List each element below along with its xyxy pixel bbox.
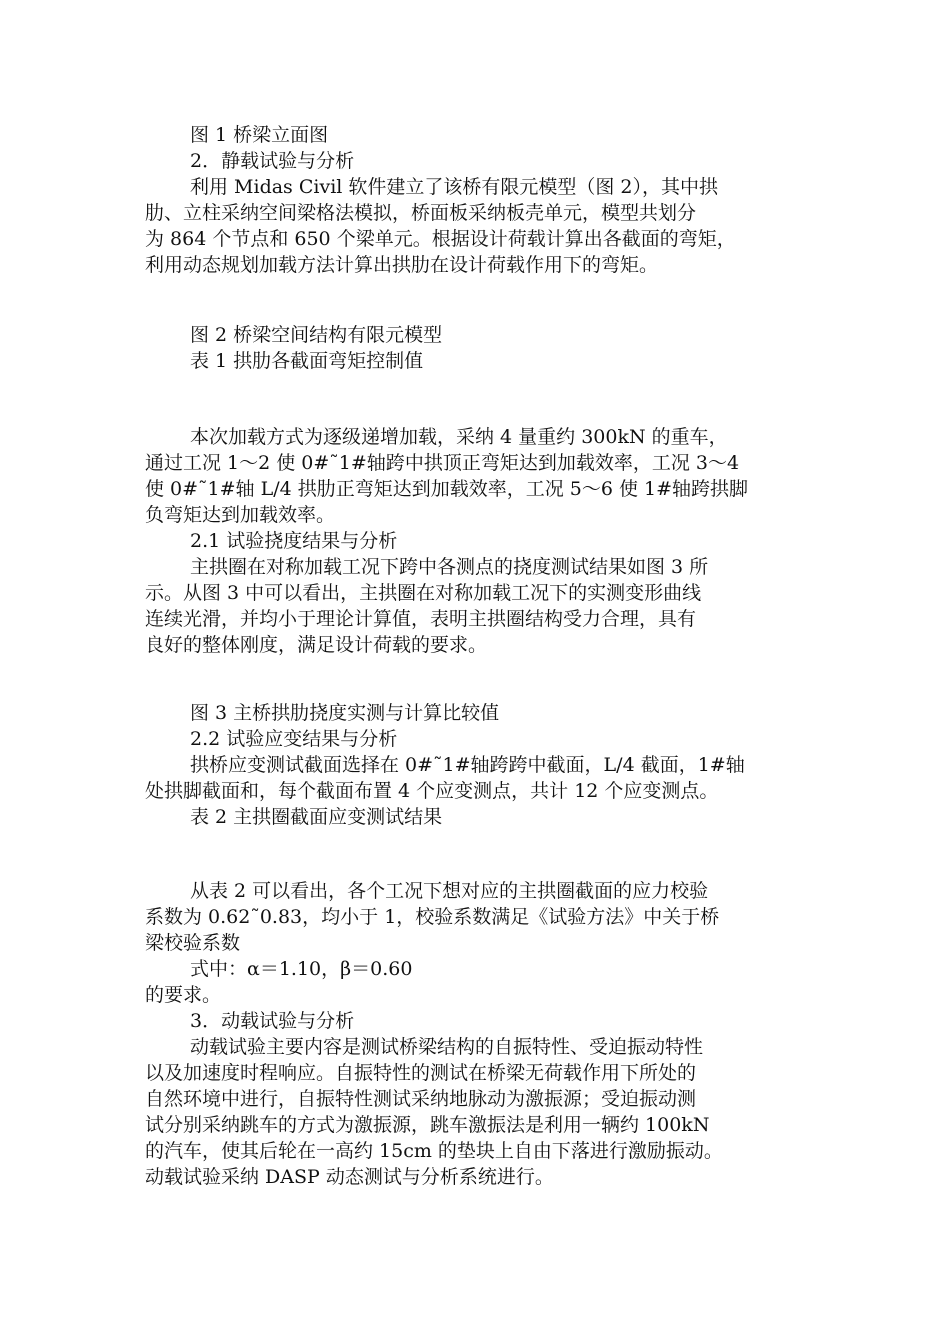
section-2-heading: 2．静载试验与分析 [190,150,355,172]
paragraph-line: 为 864 个节点和 650 个梁单元。根据设计荷载计算出各截面的弯矩， [145,228,736,250]
paragraph-line: 系数为 0.62˜0.83，均小于 1，校验系数满足《试验方法》中关于桥 [145,906,720,928]
table-2-caption: 表 2 主拱圈截面应变测试结果 [190,806,443,828]
paragraph-line: 的要求。 [145,984,222,1006]
paragraph-line: 连续光滑，并均小于理论计算值，表明主拱圈结构受力合理，具有 [145,608,697,630]
paragraph-line: 的汽车，使其后轮在一高约 15cm 的垫块上自由下落进行激励振动。 [145,1140,723,1162]
paragraph-line: 负弯矩达到加载效率。 [145,504,336,526]
paragraph-line: 利用 Midas Civil 软件建立了该桥有限元模型（图 2），其中拱 [190,176,719,198]
figure-3-caption: 图 3 主桥拱肋挠度实测与计算比较值 [190,702,500,724]
paragraph-line: 利用动态规划加载方法计算出拱肋在设计荷载作用下的弯矩。 [145,254,659,276]
formula-line: 式中：α＝1.10，β＝0.60 [190,958,413,980]
table-1-caption: 表 1 拱肋各截面弯矩控制值 [190,350,424,372]
paragraph-line: 动载试验采纳 DASP 动态测试与分析系统进行。 [145,1166,554,1188]
paragraph-line: 肋、立柱采纳空间梁格法模拟，桥面板采纳板壳单元，模型共划分 [145,202,697,224]
section-2-2-heading: 2.2 试验应变结果与分析 [190,728,398,750]
paragraph-line: 良好的整体刚度，满足设计荷载的要求。 [145,634,488,656]
paragraph-line: 使 0#˜1#轴 L/4 拱肋正弯矩达到加载效率，工况 5～6 使 1#轴跨拱脚 [145,478,749,500]
section-3-heading: 3．动载试验与分析 [190,1010,355,1032]
paragraph-line: 本次加载方式为逐级递增加载，采纳 4 量重约 300kN 的重车， [190,426,728,448]
paragraph-line: 主拱圈在对称加载工况下跨中各测点的挠度测试结果如图 3 所 [190,556,709,578]
paragraph-line: 拱桥应变测试截面选择在 0#˜1#轴跨跨中截面，L/4 截面，1#轴 [190,754,745,776]
section-2-1-heading: 2.1 试验挠度结果与分析 [190,530,398,552]
paragraph-line: 以及加速度时程响应。自振特性的测试在桥梁无荷载作用下所处的 [145,1062,697,1084]
paragraph-line: 处拱脚截面和，每个截面布置 4 个应变测点，共计 12 个应变测点。 [145,780,719,802]
paragraph-line: 通过工况 1～2 使 0#˜1#轴跨中拱顶正弯矩达到加载效率，工况 3～4 [145,452,740,474]
figure-1-caption: 图 1 桥梁立面图 [190,124,329,146]
paragraph-line: 梁校验系数 [145,932,241,954]
paragraph-line: 自然环境中进行，自振特性测试采纳地脉动为激振源；受迫振动测 [145,1088,697,1110]
paragraph-line: 动载试验主要内容是测试桥梁结构的自振特性、受迫振动特性 [190,1036,704,1058]
paragraph-line: 示。从图 3 中可以看出，主拱圈在对称加载工况下的实测变形曲线 [145,582,702,604]
paragraph-line: 从表 2 可以看出，各个工况下想对应的主拱圈截面的应力校验 [190,880,709,902]
figure-2-caption: 图 2 桥梁空间结构有限元模型 [190,324,443,346]
paragraph-line: 试分别采纳跳车的方式为激振源，跳车激振法是利用一辆约 100kN [145,1114,710,1136]
